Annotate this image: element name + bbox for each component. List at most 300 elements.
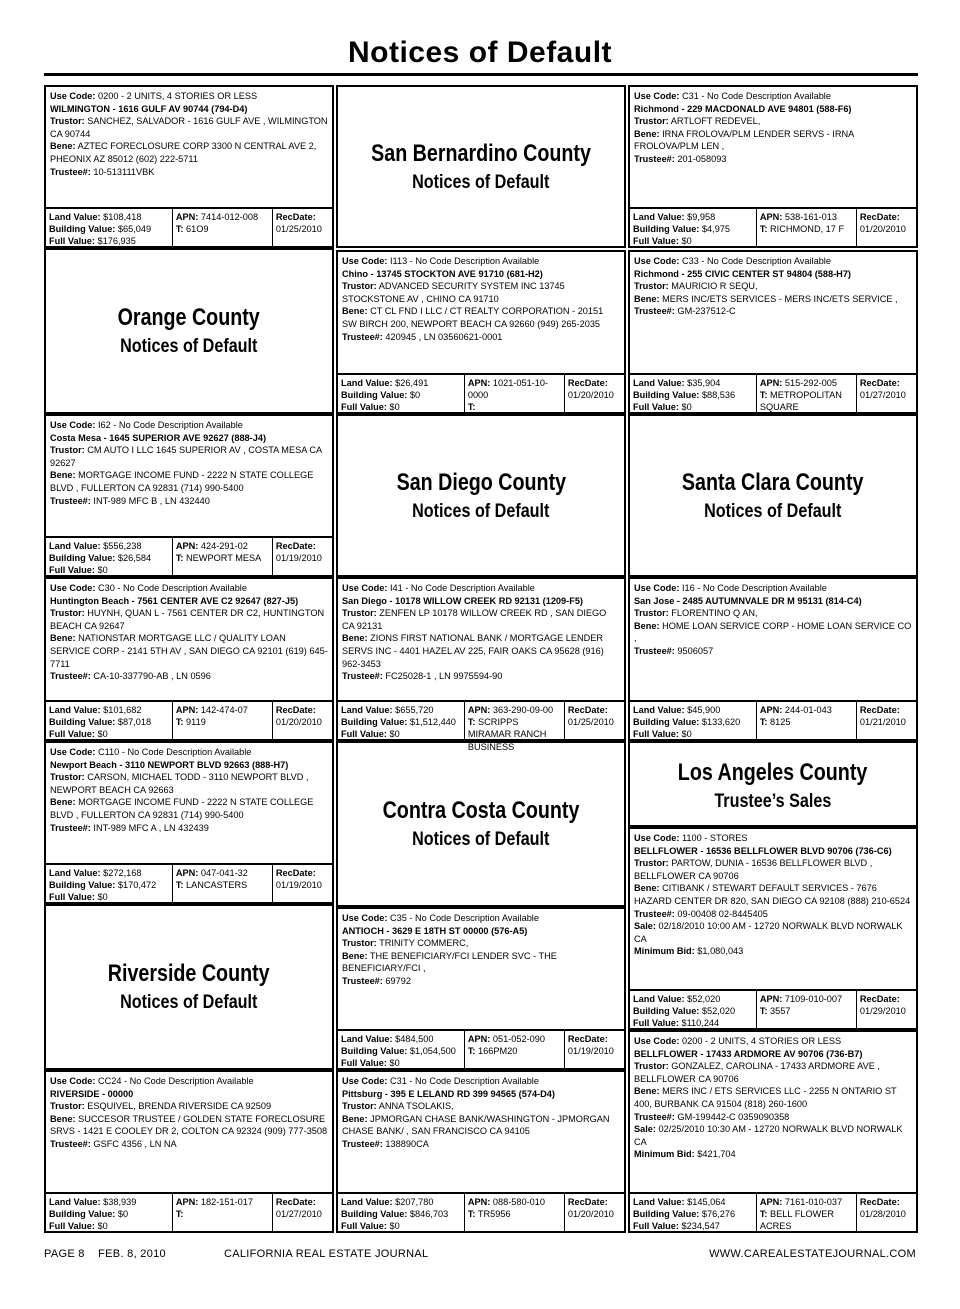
- tract-label: T:: [175, 224, 184, 235]
- trustor-label: Trustor:: [342, 1101, 377, 1112]
- property-address: ANTIOCH - 3629 E 18TH ST 00000 (576-A5): [342, 925, 528, 936]
- trustor-label: Trustor:: [634, 858, 669, 869]
- trustee-number-value: 201-058093: [677, 153, 727, 164]
- building-value: [49, 716, 169, 728]
- recdate-value: 01/20/2010: [567, 1209, 614, 1220]
- building-value-label: Building Value:: [633, 390, 700, 401]
- apn: [176, 704, 269, 716]
- footer-page-date: PAGE 8 FEB. 8, 2010: [44, 1248, 166, 1260]
- value-footer: [46, 1192, 332, 1231]
- building-value-value: $26,584: [117, 553, 152, 564]
- beneficiary-label: Bene:: [50, 470, 76, 481]
- trustee-number-label: Trustee#:: [50, 495, 91, 506]
- tract-value: SCRIPPS MIRAMAR RANCH BUSINESS: [467, 717, 547, 752]
- land-value: [633, 993, 753, 1005]
- use-code-value: I113 - No Code Description Available: [390, 256, 540, 266]
- tract: [176, 1208, 269, 1220]
- county-subtitle: Notices of Default: [120, 336, 258, 357]
- building-value: [49, 1208, 169, 1220]
- land-value: [341, 377, 461, 389]
- full-value: [341, 1057, 461, 1069]
- beneficiary-label: Bene:: [634, 1086, 660, 1097]
- use-code-value: 0200 - 2 UNITS, 4 STORIES OR LESS: [682, 1036, 842, 1046]
- apn: [468, 377, 561, 401]
- trustee-number-value: GM-237512-C: [677, 306, 736, 317]
- value-cell: [338, 1031, 464, 1068]
- apn: [760, 993, 853, 1005]
- land-value-value: $38,939: [103, 1197, 137, 1207]
- building-value-value: $76,276: [701, 1209, 736, 1220]
- full-value-value: $0: [389, 1221, 400, 1232]
- trustee-number-value: FC25028-1 , LN 9975594-90: [385, 671, 503, 682]
- beneficiary-value: CT CL FND I LLC / CT REALTY CORPORATION - 20151 SW BIRCH 200, NEWPORT BEACH CA 92660 (949) 265-2035: [342, 306, 604, 329]
- value-cell: [630, 702, 756, 739]
- full-value-value: $0: [97, 892, 108, 903]
- full-value-label: Full Value:: [49, 236, 95, 247]
- beneficiary: [342, 950, 620, 975]
- land-value-value: $101,682: [103, 705, 142, 715]
- use-code: [50, 90, 328, 103]
- beneficiary-value: NATIONSTAR MORTGAGE LLC / QUALITY LOAN SERVICE CORP - 2141 5TH AV , SAN DIEGO CA 92101 (619) 645-7711: [50, 633, 328, 669]
- apn-value: 515-292-005: [784, 378, 837, 388]
- tract-value: TR5956: [477, 1209, 511, 1220]
- land-value-value: $556,238: [103, 541, 142, 551]
- full-value-value: $0: [389, 729, 400, 740]
- county-name: Los Angeles County: [678, 759, 868, 786]
- use-code-label: Use Code:: [342, 256, 388, 266]
- sale-info: [634, 920, 912, 945]
- full-value: [633, 401, 753, 413]
- full-value-value: $0: [389, 1058, 400, 1069]
- full-value: [633, 728, 753, 740]
- building-value-value: $87,018: [117, 717, 152, 728]
- beneficiary-value: ZIONS FIRST NATIONAL BANK / MORTGAGE LENDER SERVS INC - 4401 HAZEL AV 225, FAIR OAKS CA 95628 (916) 962-3453: [342, 633, 604, 669]
- notice-card: [336, 1070, 626, 1233]
- value-footer: [46, 536, 332, 575]
- full-value-value: $0: [681, 729, 692, 740]
- property-address: BELLFLOWER - 16536 BELLFLOWER BLVD 90706 (736-C6): [634, 845, 892, 856]
- recdate-label: RecDate:: [275, 541, 316, 551]
- beneficiary-label: Bene:: [50, 633, 76, 644]
- trustor-label: Trustor:: [50, 1101, 85, 1112]
- trustor-value: HUYNH, QUAN L - 7561 CENTER DR C2, HUNTINGTON BEACH CA 92647: [50, 608, 325, 631]
- value-footer: [46, 700, 332, 739]
- value-cell: [756, 1194, 856, 1231]
- apn: [468, 704, 561, 716]
- full-value-value: $110,244: [681, 1018, 720, 1029]
- use-code-label: Use Code:: [342, 1076, 388, 1086]
- building-value-value: $1,512,440: [409, 717, 456, 728]
- tract: [468, 1045, 561, 1057]
- use-code: [342, 582, 620, 595]
- value-cell: [46, 702, 172, 739]
- full-value: [49, 1220, 169, 1232]
- footer-publication: CALIFORNIA REAL ESTATE JOURNAL: [224, 1248, 429, 1260]
- trustee-number: [634, 305, 912, 318]
- notice-body: [630, 252, 916, 321]
- use-code-label: Use Code:: [634, 583, 680, 593]
- recdate-cell: [856, 1194, 916, 1231]
- notice-card: [628, 577, 918, 741]
- beneficiary-label: Bene:: [50, 1113, 76, 1124]
- recdate-label: RecDate:: [275, 1197, 316, 1207]
- trustee-number-value: INT-989 MFC B , LN 432440: [93, 495, 210, 506]
- tract-label: T:: [467, 402, 476, 413]
- recdate-cell: [272, 702, 332, 739]
- trustor-label: Trustor:: [634, 1061, 669, 1072]
- value-cell: [464, 1194, 564, 1231]
- trustee-number: [342, 331, 620, 344]
- building-value-label: Building Value:: [49, 880, 116, 891]
- trustor-label: Trustor:: [50, 608, 85, 619]
- trustor: [50, 1100, 328, 1113]
- full-value-label: Full Value:: [341, 1058, 387, 1069]
- full-value-label: Full Value:: [341, 1221, 387, 1232]
- use-code: [634, 255, 912, 268]
- value-cell: [630, 209, 756, 246]
- recdate-label: RecDate:: [567, 705, 608, 715]
- tract-value: 166PM20: [478, 1046, 518, 1057]
- notice-body: [46, 416, 332, 510]
- building-value-label: Building Value:: [633, 717, 700, 728]
- tract-label: T:: [759, 390, 768, 401]
- recdate-cell: [564, 1031, 624, 1068]
- recdate-value: 01/21/2010: [859, 717, 906, 728]
- land-value-value: $9,958: [687, 212, 716, 222]
- land-value-value: $35,904: [687, 378, 721, 388]
- land-value-value: $26,491: [395, 378, 429, 388]
- recdate-label: RecDate:: [567, 1197, 608, 1207]
- recdate-value: 01/27/2010: [275, 1209, 322, 1220]
- notice-card: [44, 85, 334, 248]
- trustor-label: Trustor:: [342, 281, 377, 292]
- trustee-number: [50, 822, 328, 835]
- land-value: [633, 1196, 753, 1208]
- property-address: Richmond - 229 MACDONALD AVE 94801 (588-F6): [634, 103, 852, 114]
- trustee-number-value: 420945 , LN 03560621-0001: [385, 331, 503, 342]
- building-value: [633, 223, 753, 235]
- apn-value: 7414-012-008: [200, 212, 259, 222]
- value-cell: [172, 702, 272, 739]
- land-value-value: $52,020: [687, 994, 721, 1004]
- trustee-number: [50, 1138, 328, 1151]
- apn-value: 1021-051-10-0000: [467, 378, 549, 401]
- value-footer: [630, 1192, 916, 1231]
- value-footer: [630, 700, 916, 739]
- apn-label: APN:: [759, 212, 783, 222]
- building-value: [633, 389, 753, 401]
- beneficiary: [50, 140, 328, 165]
- notice-body: [630, 87, 916, 169]
- beneficiary-label: Bene:: [342, 633, 368, 644]
- apn: [468, 1033, 561, 1045]
- value-footer: [338, 1192, 624, 1231]
- use-code-label: Use Code:: [50, 747, 96, 757]
- use-code-label: Use Code:: [50, 583, 96, 593]
- recdate-cell: [564, 702, 624, 739]
- building-value-label: Building Value:: [341, 1209, 408, 1220]
- property-address: Pittsburg - 395 E LELAND RD 399 94565 (574-D4): [342, 1088, 555, 1099]
- building-value-value: $0: [409, 390, 421, 401]
- trustee-number-value: 10-513111VBK: [93, 166, 155, 177]
- tract-label: T:: [175, 717, 184, 728]
- full-value: [341, 728, 461, 740]
- trustor: [342, 1100, 620, 1113]
- recdate-value: 01/19/2010: [275, 880, 322, 891]
- apn: [760, 1196, 853, 1208]
- trustee-number-value: INT-989 MFC A , LN 432439: [93, 822, 209, 833]
- apn-value: 088-580-010: [492, 1197, 545, 1207]
- building-value-label: Building Value:: [49, 717, 116, 728]
- notice-body: [46, 743, 332, 837]
- notice-body: [630, 579, 916, 661]
- use-code-value: C110 - No Code Description Available: [98, 747, 252, 757]
- land-value-label: Land Value:: [49, 868, 101, 878]
- beneficiary: [634, 293, 912, 306]
- trustee-number: [634, 1111, 912, 1124]
- property-address: Chino - 13745 STOCKTON AVE 91710 (681-H2): [342, 268, 543, 279]
- building-value-value: $846,703: [409, 1209, 449, 1220]
- title-rule: [44, 73, 918, 76]
- value-cell: [46, 538, 172, 575]
- full-value: [341, 401, 461, 413]
- use-code: [634, 832, 912, 845]
- county-name: Contra Costa County: [382, 797, 580, 824]
- apn: [176, 540, 269, 552]
- building-value-label: Building Value:: [49, 224, 116, 235]
- full-value-label: Full Value:: [49, 729, 95, 740]
- county-header-los-angeles: [628, 741, 918, 827]
- recdate-cell: [856, 702, 916, 739]
- apn-label: APN:: [759, 1197, 783, 1207]
- tract-value: 61O9: [186, 224, 209, 235]
- recdate-value: 01/27/2010: [859, 390, 906, 401]
- use-code: [50, 582, 328, 595]
- building-value-value: $133,620: [701, 717, 741, 728]
- value-footer: [338, 1029, 624, 1068]
- property-address: San Diego - 10178 WILLOW CREEK RD 92131 (1209-F5): [342, 595, 583, 606]
- tract: [760, 223, 853, 235]
- full-value-label: Full Value:: [341, 729, 387, 740]
- apn-label: APN:: [175, 1197, 199, 1207]
- land-value: [633, 704, 753, 716]
- apn-value: 7109-010-007: [784, 994, 843, 1004]
- building-value: [49, 552, 169, 564]
- land-value-label: Land Value:: [341, 1034, 393, 1044]
- beneficiary-value: THE BENEFICIARY/FCI LENDER SVC - THE BENEFICIARY/FCI ,: [342, 950, 557, 974]
- land-value-label: Land Value:: [49, 541, 101, 551]
- property-address: Costa Mesa - 1645 SUPERIOR AVE 92627 (888-J4): [50, 432, 267, 443]
- building-value-value: $0: [117, 1209, 129, 1220]
- county-header-contra-costa: [336, 741, 626, 907]
- trustor: [342, 280, 620, 305]
- trustee-number-label: Trustee#:: [634, 306, 675, 317]
- full-value-value: $0: [389, 402, 400, 413]
- use-code-label: Use Code:: [342, 583, 388, 593]
- tract: [176, 223, 269, 235]
- trustor: [50, 115, 328, 140]
- trustee-number-label: Trustee#:: [50, 166, 91, 177]
- land-value: [633, 211, 753, 223]
- tract: [468, 401, 561, 413]
- building-value-value: $170,472: [117, 880, 157, 891]
- value-footer: [46, 863, 332, 902]
- building-value: [341, 1045, 461, 1057]
- county-subtitle: Notices of Default: [120, 992, 258, 1013]
- full-value: [633, 1017, 753, 1029]
- beneficiary-label: Bene:: [50, 141, 76, 152]
- tract-value: NEWPORT MESA: [186, 553, 262, 564]
- recdate-value: 01/28/2010: [859, 1209, 906, 1220]
- land-value-value: $145,064: [687, 1197, 726, 1207]
- building-value: [633, 716, 753, 728]
- use-code-value: I16 - No Code Description Available: [682, 583, 827, 593]
- land-value-label: Land Value:: [341, 705, 393, 715]
- value-cell: [630, 1194, 756, 1231]
- use-code-label: Use Code:: [634, 833, 680, 843]
- building-value-label: Building Value:: [633, 224, 700, 235]
- building-value-label: Building Value:: [49, 1209, 116, 1220]
- apn-label: APN:: [467, 1034, 491, 1044]
- trustee-number: [50, 670, 328, 683]
- recdate-value: 01/20/2010: [567, 390, 614, 401]
- apn-label: APN:: [467, 705, 491, 715]
- full-value-value: $0: [97, 729, 108, 740]
- apn-label: APN:: [175, 541, 199, 551]
- beneficiary-value: CITIBANK / STEWART DEFAULT SERVICES - 7676 HAZARD CENTER DR 820, SAN DIEGO CA 92108 (888) 210-6524: [634, 883, 911, 906]
- land-value: [633, 377, 753, 389]
- apn-value: 244-01-043: [784, 705, 832, 715]
- value-footer: [630, 207, 916, 246]
- land-value-label: Land Value:: [341, 1197, 393, 1207]
- value-cell: [172, 865, 272, 902]
- trustee-number: [342, 975, 620, 988]
- apn-label: APN:: [175, 705, 199, 715]
- trustee-number-value: GSFC 4356 , LN NA: [93, 1138, 177, 1149]
- minimum-bid-value: $1,080,043: [697, 946, 744, 957]
- trustor-label: Trustor:: [634, 116, 669, 127]
- county-header-san-bernardino: [336, 85, 626, 248]
- beneficiary: [634, 128, 912, 153]
- value-cell: [338, 375, 464, 412]
- land-value-label: Land Value:: [633, 1197, 685, 1207]
- value-cell: [46, 865, 172, 902]
- value-footer: [338, 373, 624, 412]
- trustor-value: ANNA TSOLAKIS,: [378, 1101, 454, 1112]
- land-value-label: Land Value:: [633, 378, 685, 388]
- land-value: [49, 867, 169, 879]
- minimum-bid: [634, 1148, 912, 1161]
- trustee-number-value: 138890CA: [385, 1138, 429, 1149]
- use-code-value: C31 - No Code Description Available: [390, 1076, 539, 1086]
- beneficiary-value: HOME LOAN SERVICE CORP - HOME LOAN SERVICE CO ,: [634, 620, 912, 644]
- land-value: [49, 1196, 169, 1208]
- tract: [760, 1208, 853, 1232]
- full-value: [633, 1220, 753, 1232]
- apn-label: APN:: [175, 868, 199, 878]
- full-value: [49, 235, 169, 247]
- beneficiary: [342, 632, 620, 670]
- full-value-label: Full Value:: [49, 892, 95, 903]
- sale-info-value: 02/18/2010 10:00 AM - 12720 NORWALK BLVD NORWALK CA: [634, 921, 903, 944]
- land-value-value: $45,900: [687, 705, 721, 715]
- notice-body: [46, 87, 332, 181]
- use-code-label: Use Code:: [342, 913, 388, 923]
- sale-info: [634, 1123, 912, 1148]
- tract-label: T:: [467, 1046, 476, 1057]
- land-value-label: Land Value:: [49, 1197, 101, 1207]
- apn-label: APN:: [759, 994, 783, 1004]
- value-cell: [630, 375, 756, 412]
- county-subtitle: Trustee’s Sales: [714, 791, 832, 812]
- notice-body: [630, 1032, 916, 1164]
- land-value: [49, 211, 169, 223]
- sale-info-label: Sale:: [634, 921, 656, 932]
- value-cell: [464, 1031, 564, 1068]
- trustor-value: PARTOW, DUNIA - 16536 BELLFLOWER BLVD , BELLFLOWER CA 90706: [634, 858, 873, 881]
- land-value-value: $272,168: [103, 868, 142, 878]
- beneficiary-label: Bene:: [342, 950, 368, 961]
- value-cell: [46, 209, 172, 246]
- recdate-value: 01/20/2010: [859, 224, 906, 235]
- building-value: [633, 1005, 753, 1017]
- land-value: [341, 1196, 461, 1208]
- trustor-value: SANCHEZ, SALVADOR - 1616 GULF AVE , WILMINGTON CA 90744: [50, 116, 328, 139]
- notice-card: [44, 741, 334, 904]
- beneficiary-value: MORTGAGE INCOME FUND - 2222 N STATE COLLEGE BLVD , FULLERTON CA 92831 (714) 990-5400: [50, 470, 314, 493]
- recdate-cell: [564, 1194, 624, 1231]
- trustor: [50, 771, 328, 796]
- tract: [176, 879, 269, 891]
- value-cell: [172, 1194, 272, 1231]
- beneficiary-label: Bene:: [634, 128, 660, 139]
- use-code-value: C31 - No Code Description Available: [682, 91, 831, 101]
- apn-value: 182-151-017: [200, 1197, 253, 1207]
- notice-card: [44, 414, 334, 577]
- use-code: [342, 912, 620, 925]
- building-value-label: Building Value:: [341, 717, 408, 728]
- trustor-value: ESQUIVEL, BRENDA RIVERSIDE CA 92509: [87, 1101, 272, 1112]
- county-header-san-diego: [336, 414, 626, 577]
- notice-body: [46, 579, 332, 686]
- trustee-number-label: Trustee#:: [634, 153, 675, 164]
- trustor: [634, 280, 912, 293]
- beneficiary-value: MERS INC/ETS SERVICES - MERS INC/ETS SERVICE ,: [662, 293, 898, 304]
- apn: [760, 211, 853, 223]
- apn-value: 538-161-013: [784, 212, 837, 222]
- recdate-label: RecDate:: [275, 705, 316, 715]
- tract-value: 3557: [770, 1006, 791, 1017]
- tract-label: T:: [175, 880, 184, 891]
- beneficiary-label: Bene:: [634, 620, 660, 631]
- full-value-label: Full Value:: [633, 729, 679, 740]
- use-code: [342, 255, 620, 268]
- building-value: [49, 879, 169, 891]
- county-header-santa-clara: [628, 414, 918, 577]
- recdate-label: RecDate:: [859, 1197, 900, 1207]
- county-header-riverside: [44, 904, 334, 1070]
- recdate-value: 01/25/2010: [567, 717, 614, 728]
- property-address: Huntington Beach - 7561 CENTER AVE C2 92647 (827-J5): [50, 595, 299, 606]
- property-address: WILMINGTON - 1616 GULF AV 90744 (794-D4): [50, 103, 248, 114]
- notice-card: [336, 907, 626, 1070]
- trustor: [634, 115, 912, 128]
- full-value-value: $234,547: [681, 1221, 720, 1232]
- tract-label: T:: [175, 553, 184, 564]
- use-code-value: C33 - No Code Description Available: [682, 256, 831, 266]
- use-code: [342, 1075, 620, 1088]
- use-code: [634, 90, 912, 103]
